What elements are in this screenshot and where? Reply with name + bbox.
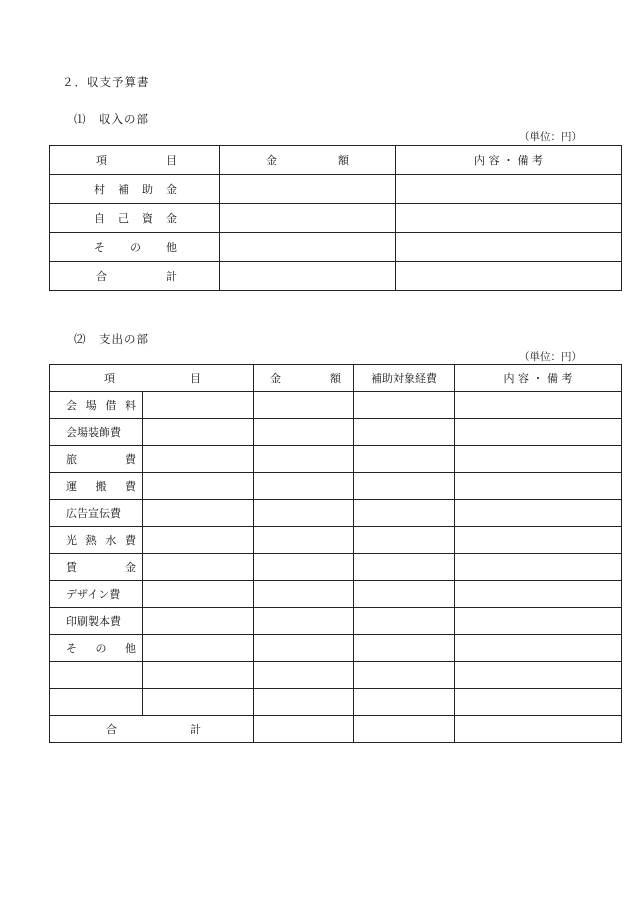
expense-subsidy-cell[interactable] — [354, 473, 455, 500]
expense-total-label — [50, 716, 254, 743]
expense-row — [50, 581, 622, 608]
income-row-label — [50, 175, 220, 204]
expense-row-label-char: 水 — [105, 534, 117, 547]
income-row-label-char: 補 — [118, 183, 129, 196]
expense-notes-cell[interactable] — [455, 635, 622, 662]
expense-header-amount — [254, 365, 354, 392]
expense-row-label-char: 旅 — [66, 453, 77, 466]
expense-amount-cell[interactable] — [254, 419, 354, 446]
expense-row — [50, 500, 622, 527]
expense-header-amount-char: 金 — [270, 372, 281, 385]
expense-row-label-text — [66, 397, 136, 413]
expense-subsidy-cell[interactable] — [354, 689, 455, 716]
expense-detail-cell[interactable] — [143, 635, 254, 662]
expense-header-row — [50, 365, 622, 392]
expense-subsidy-cell[interactable] — [354, 554, 455, 581]
expense-amount-cell[interactable] — [254, 635, 354, 662]
income-total-label — [50, 262, 220, 291]
expense-row-label-char: 費 — [125, 453, 136, 466]
expense-row-label-text — [66, 451, 136, 467]
expense-row-label-text: 印刷製本費 — [66, 615, 121, 628]
expense-row-label-char: 借 — [105, 399, 117, 412]
expense-row-label-char: 賃 — [66, 561, 77, 574]
income-unit-label: （単位：円） — [519, 131, 582, 143]
expense-amount-cell[interactable] — [254, 554, 354, 581]
expense-row-label-text — [66, 640, 136, 656]
expense-row — [50, 635, 622, 662]
income-amount-cell[interactable] — [220, 175, 396, 204]
income-header-row — [50, 146, 622, 175]
expense-total-notes-cell[interactable] — [455, 716, 622, 743]
expense-row — [50, 446, 622, 473]
expense-row-label-char: 光 — [66, 534, 77, 547]
expense-section-title: ⑵ 支出の部 — [74, 332, 149, 346]
expense-total-text — [106, 721, 201, 737]
income-total-char: 計 — [166, 270, 177, 283]
expense-total-char: 計 — [190, 723, 201, 736]
expense-detail-cell[interactable] — [143, 554, 254, 581]
expense-row-label-text — [66, 532, 136, 548]
expense-row-label-char: 費 — [125, 480, 136, 493]
income-row-label — [50, 233, 220, 262]
expense-notes-cell[interactable] — [455, 662, 622, 689]
expense-row-label-text: デザイン費 — [66, 588, 121, 601]
expense-notes-cell[interactable] — [455, 527, 622, 554]
expense-row-label-char: 場 — [85, 399, 97, 412]
income-row-label-char: 村 — [94, 183, 105, 196]
expense-notes-cell[interactable] — [455, 392, 622, 419]
income-row-label-char: 金 — [166, 212, 177, 225]
income-row — [50, 233, 622, 262]
expense-row-label — [50, 554, 143, 581]
expense-detail-cell[interactable] — [143, 392, 254, 419]
income-header-amount-char: 金 — [266, 154, 277, 167]
income-header-amount-char: 額 — [338, 154, 349, 167]
expense-notes-cell[interactable] — [455, 446, 622, 473]
income-total-row — [50, 262, 622, 291]
expense-header-item-char: 項 — [104, 372, 115, 385]
page-heading: ２．収支予算書 — [62, 75, 150, 89]
income-header-item — [50, 146, 220, 175]
expense-subsidy-cell[interactable] — [354, 392, 455, 419]
expense-row — [50, 392, 622, 419]
expense-header-amount-char: 額 — [330, 372, 341, 385]
income-row-label-char: そ — [94, 241, 105, 254]
expense-subsidy-cell[interactable] — [354, 446, 455, 473]
expense-detail-cell[interactable] — [143, 446, 254, 473]
income-header-item-char: 目 — [166, 154, 177, 167]
expense-row-label-char: 金 — [125, 561, 136, 574]
expense-row — [50, 419, 622, 446]
expense-row-label — [50, 419, 143, 446]
expense-subsidy-cell[interactable] — [354, 608, 455, 635]
expense-row-label — [50, 392, 143, 419]
expense-header-item-char: 目 — [190, 372, 201, 385]
income-total-char: 合 — [96, 270, 107, 283]
income-section-title: ⑴ 収入の部 — [74, 112, 149, 126]
expense-subsidy-cell[interactable] — [354, 662, 455, 689]
expense-amount-cell[interactable] — [254, 581, 354, 608]
income-row — [50, 175, 622, 204]
expense-amount-cell[interactable] — [254, 689, 354, 716]
expense-notes-cell[interactable] — [455, 473, 622, 500]
expense-header-subsidy: 補助対象経費 — [354, 365, 455, 392]
expense-total-char: 合 — [106, 723, 117, 736]
expense-row-label — [50, 689, 143, 716]
expense-row-label-char: 搬 — [95, 480, 107, 493]
expense-table — [49, 364, 622, 743]
income-header-amount — [220, 146, 396, 175]
expense-amount-cell[interactable] — [254, 662, 354, 689]
expense-notes-cell[interactable] — [455, 689, 622, 716]
expense-detail-cell[interactable] — [143, 527, 254, 554]
expense-detail-cell[interactable] — [143, 500, 254, 527]
expense-notes-cell[interactable] — [455, 419, 622, 446]
expense-row-label-text — [66, 559, 136, 575]
expense-row — [50, 689, 622, 716]
expense-detail-cell[interactable] — [143, 689, 254, 716]
expense-row-label — [50, 635, 143, 662]
income-header-item-char: 項 — [96, 154, 107, 167]
expense-total-row — [50, 716, 622, 743]
expense-subsidy-cell[interactable] — [354, 527, 455, 554]
income-header-notes: 内 容 ・ 備 考 — [396, 146, 622, 175]
expense-notes-cell[interactable] — [455, 554, 622, 581]
expense-detail-cell[interactable] — [143, 581, 254, 608]
expense-row-label-text: 広告宣伝費 — [66, 507, 121, 520]
expense-row — [50, 554, 622, 581]
expense-row-label — [50, 581, 143, 608]
expense-row — [50, 473, 622, 500]
income-notes-cell[interactable] — [396, 175, 622, 204]
expense-subsidy-cell[interactable] — [354, 500, 455, 527]
income-table — [49, 145, 622, 291]
expense-total-subsidy-cell[interactable] — [354, 716, 455, 743]
income-row-label-char: 助 — [142, 183, 153, 196]
expense-row-label — [50, 608, 143, 635]
income-row — [50, 204, 622, 233]
expense-detail-cell[interactable] — [143, 473, 254, 500]
expense-row — [50, 527, 622, 554]
expense-amount-cell[interactable] — [254, 527, 354, 554]
expense-notes-cell[interactable] — [455, 581, 622, 608]
income-amount-cell[interactable] — [220, 204, 396, 233]
expense-row — [50, 662, 622, 689]
expense-subsidy-cell[interactable] — [354, 419, 455, 446]
income-row-label-char: 他 — [166, 241, 177, 254]
expense-amount-cell[interactable] — [254, 473, 354, 500]
expense-row-label-char: そ — [66, 642, 77, 655]
expense-row-label-char: 費 — [124, 534, 136, 547]
expense-row-label — [50, 446, 143, 473]
expense-amount-cell[interactable] — [254, 608, 354, 635]
expense-row-label-char: 会 — [66, 399, 77, 412]
expense-amount-cell[interactable] — [254, 446, 354, 473]
expense-notes-cell[interactable] — [455, 500, 622, 527]
expense-row-label-char: 料 — [124, 399, 136, 412]
income-total-notes-cell[interactable] — [396, 262, 622, 291]
expense-subsidy-cell[interactable] — [354, 581, 455, 608]
expense-header-notes: 内 容 ・ 備 考 — [455, 365, 622, 392]
expense-unit-label: （単位：円） — [519, 351, 582, 363]
expense-row-label-text — [66, 478, 136, 494]
expense-row-label-char: の — [95, 642, 107, 655]
expense-row-label-text: 会場装飾費 — [66, 426, 121, 439]
expense-row-label — [50, 500, 143, 527]
income-notes-cell[interactable] — [396, 233, 622, 262]
expense-row-label — [50, 527, 143, 554]
expense-amount-cell[interactable] — [254, 392, 354, 419]
expense-detail-cell[interactable] — [143, 608, 254, 635]
expense-row — [50, 608, 622, 635]
income-total-amount-cell[interactable] — [220, 262, 396, 291]
expense-total-amount-cell[interactable] — [254, 716, 354, 743]
income-notes-cell[interactable] — [396, 204, 622, 233]
expense-row-label-char: 運 — [66, 480, 77, 493]
expense-row-label-char: 他 — [125, 642, 136, 655]
income-row-label-char: 己 — [118, 212, 129, 225]
expense-notes-cell[interactable] — [455, 608, 622, 635]
expense-row-label-char: 熱 — [85, 534, 97, 547]
income-row-label-char: 金 — [166, 183, 177, 196]
expense-header-item — [50, 365, 254, 392]
expense-detail-cell[interactable] — [143, 662, 254, 689]
income-amount-cell[interactable] — [220, 233, 396, 262]
income-row-label-char: 自 — [94, 212, 105, 225]
expense-row-label — [50, 473, 143, 500]
income-row-label-char: の — [130, 241, 141, 254]
expense-subsidy-cell[interactable] — [354, 635, 455, 662]
income-row-label — [50, 204, 220, 233]
expense-amount-cell[interactable] — [254, 500, 354, 527]
expense-row-label — [50, 662, 143, 689]
expense-detail-cell[interactable] — [143, 419, 254, 446]
income-row-label-char: 資 — [142, 212, 153, 225]
